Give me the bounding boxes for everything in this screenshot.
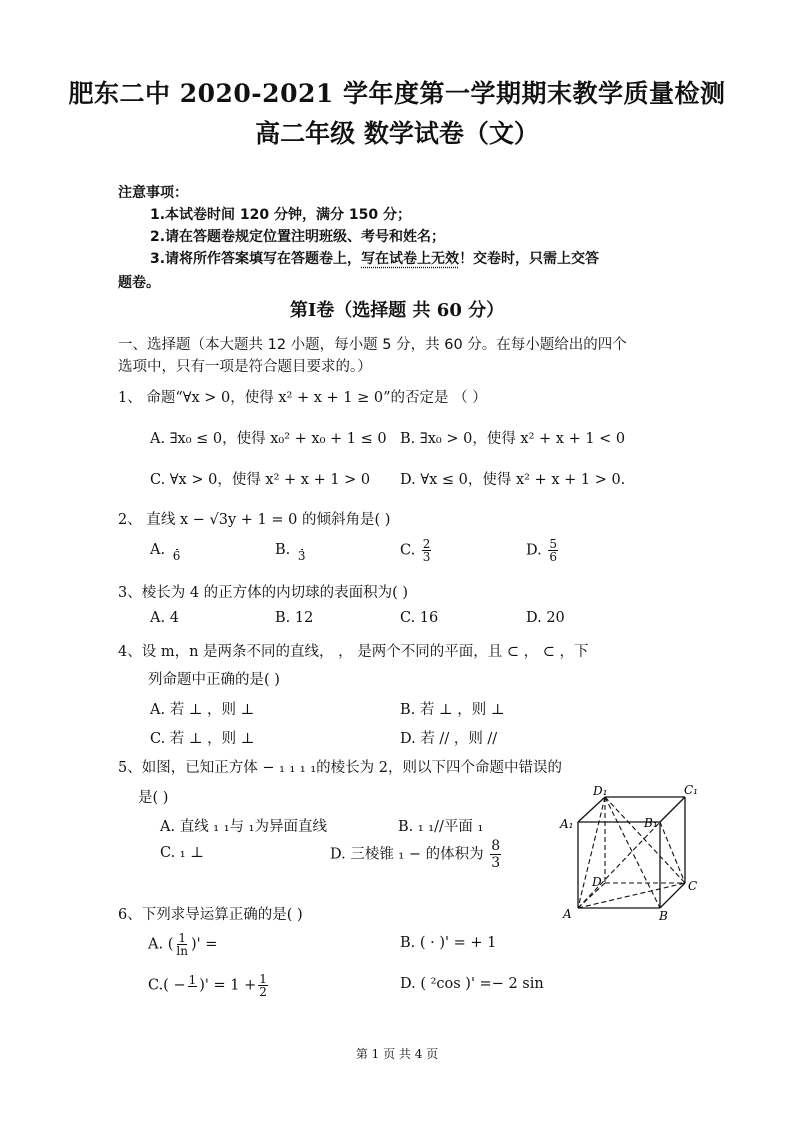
q6-option-b: B. ( · )' = + 1 xyxy=(400,935,497,951)
q4-option-b: B. 若 ⊥ ，则 ⊥ xyxy=(400,702,505,718)
q6-a-open: A. ( xyxy=(148,936,174,953)
q6-c-numerator-2: 1 xyxy=(259,972,267,986)
q2-option-d-fraction xyxy=(548,538,558,563)
q5-option-d-fraction xyxy=(490,838,501,871)
note-item-3 xyxy=(150,248,599,268)
cube-figure xyxy=(555,780,705,925)
q6-c-open: C.( − xyxy=(148,977,186,994)
vertex-label-d: D xyxy=(592,875,602,889)
q1-option-c: C. ∀x > 0，使得 x² + x + 1 > 0 xyxy=(150,472,371,488)
q5-option-d-text: D. 三棱锥 ₁ − 的体积为 xyxy=(330,846,484,863)
vertex-label-a1: A₁ xyxy=(560,817,574,831)
q5-d-numerator: 8 xyxy=(491,838,501,854)
q2-option-b-fraction xyxy=(297,538,307,562)
q6-c-mid: )' = 1 + xyxy=(199,977,257,994)
note-item-1: 1.本试卷时间 120 分钟，满分 150 分； xyxy=(150,207,412,223)
q1-option-b: B. ∃x₀ > 0，使得 x² + x + 1 < 0 xyxy=(400,431,626,447)
q4-option-c: C. 若 ⊥ ，则 ⊥ xyxy=(150,731,255,747)
q1-option-d: D. ∀x ≤ 0，使得 x² + x + 1 > 0. xyxy=(400,472,626,488)
q5-d-denominator: 3 xyxy=(491,855,501,871)
q5-option-b: B. ₁ ₁//平面 ₁ xyxy=(398,819,484,835)
q3-stem: 3、棱长为 4 的正方体的内切球的表面积为( ) xyxy=(118,585,409,601)
vertex-label-c: C xyxy=(688,879,698,893)
q6-stem: 6、下列求导运算正确的是( ) xyxy=(118,907,303,923)
q3-option-b: B. 12 xyxy=(275,610,314,626)
q6-option-a xyxy=(148,932,217,957)
q5-stem-line1: 5、如图，已知正方体 − ₁ ₁ ₁ ₁的棱长为 2，则以下四个命题中错误的 xyxy=(118,760,563,776)
vertex-label-b1: B₁ xyxy=(644,816,658,830)
note-item-2: 2.请在答题卷规定位置注明班级、考号和姓名； xyxy=(150,229,446,245)
q1-option-a: A. ∃x₀ ≤ 0，使得 x₀² + x₀ + 1 ≤ 0 xyxy=(150,431,387,447)
note-item-3-post: ！交卷时，只需上交答 xyxy=(459,251,600,267)
q6-option-d: D. ( ²cos )' =− 2 sin xyxy=(400,976,544,992)
q2-d-denominator: 6 xyxy=(549,550,557,564)
q2-c-denominator: 3 xyxy=(422,550,431,564)
q2-option-d xyxy=(526,538,560,563)
q2-option-b xyxy=(275,538,309,562)
q6-a-denominator: ln xyxy=(176,944,188,958)
q6-option-c xyxy=(148,973,270,998)
section-title: 第Ⅰ卷（选择题 共 60 分） xyxy=(289,300,505,321)
section-intro-line2: 选项中，只有一项是符合题目要求的。） xyxy=(118,359,372,375)
q3-option-d: D. 20 xyxy=(526,610,565,626)
q5-option-a: A. 直线 ₁ ₁与 ₁为异面直线 xyxy=(160,819,327,835)
q6-c-fraction-2 xyxy=(258,973,268,998)
q1-stem: 1、 命题“∀x > 0，使得 x² + x + 1 ≥ 0”的否定是 （ ） xyxy=(118,390,487,406)
q2-a-denominator: 6 xyxy=(172,549,181,563)
q6-c-denominator xyxy=(191,987,193,998)
page-footer: 第 1 页 共 4 页 xyxy=(355,1047,439,1061)
q6-a-fraction xyxy=(175,932,189,957)
q3-option-a: A. 4 xyxy=(150,610,179,626)
q2-option-c xyxy=(400,538,433,563)
note-item-3-pre: 3.请将所作答案填写在答题卷上， xyxy=(150,251,362,267)
q2-b-denominator: 3 xyxy=(297,549,306,563)
q2-c-numerator: 2 xyxy=(422,537,431,551)
q2-option-d-label: D. xyxy=(526,542,542,559)
q6-a-close: )' = xyxy=(190,936,218,953)
note-item-3-emphasis: 写在试卷上无效 xyxy=(361,251,460,267)
vertex-label-d1: D₁ xyxy=(593,784,608,798)
vertex-label-c1: C₁ xyxy=(684,783,698,797)
q2-option-a xyxy=(150,538,183,562)
notes-heading: 注意事项： xyxy=(118,185,188,201)
q2-stem: 2、 直线 x − √3y + 1 = 0 的倾斜角是( ) xyxy=(118,512,391,528)
q2-option-b-label: B. xyxy=(275,542,291,558)
q4-option-d: D. 若 // ，则 // xyxy=(400,731,498,747)
q2-option-a-fraction xyxy=(172,538,182,562)
q5-stem-line2: 是( ) xyxy=(138,790,169,806)
q6-c-numerator: 1 xyxy=(188,972,197,987)
q6-a-numerator: 1 xyxy=(178,931,186,945)
exam-subtitle: 高二年级 数学试卷（文） xyxy=(255,119,539,148)
q2-option-a-label: A. xyxy=(150,542,166,558)
q5-option-c: C. ₁ ⊥ xyxy=(160,845,204,861)
q2-option-c-fraction xyxy=(422,538,432,563)
q3-option-c: C. 16 xyxy=(400,610,439,626)
q4-stem-line2: 列命题中正确的是( ) xyxy=(148,672,280,688)
q4-option-a: A. 若 ⊥ ，则 ⊥ xyxy=(150,702,255,718)
vertex-label-b: B xyxy=(659,909,668,923)
q2-d-numerator: 5 xyxy=(549,537,557,551)
q4-stem-line1: 4、设 m，n 是两条不同的直线， ， 是两个不同的平面，且 ⊂ ， ⊂ ，下 xyxy=(118,644,589,660)
q6-c-fraction-1 xyxy=(188,974,198,998)
q2-option-c-label: C. xyxy=(400,542,416,559)
q6-c-denominator-2: 2 xyxy=(259,985,267,999)
vertex-label-a: A xyxy=(563,907,572,921)
exam-title: 肥东二中 2020-2021 学年度第一学期期末教学质量检测 xyxy=(68,79,726,108)
section-intro-line1: 一、选择题（本大题共 12 小题，每小题 5 分，共 60 分。在每小题给出的四个 xyxy=(118,337,627,353)
note-item-3-cont: 题卷。 xyxy=(118,275,160,291)
q5-option-d xyxy=(330,838,503,871)
